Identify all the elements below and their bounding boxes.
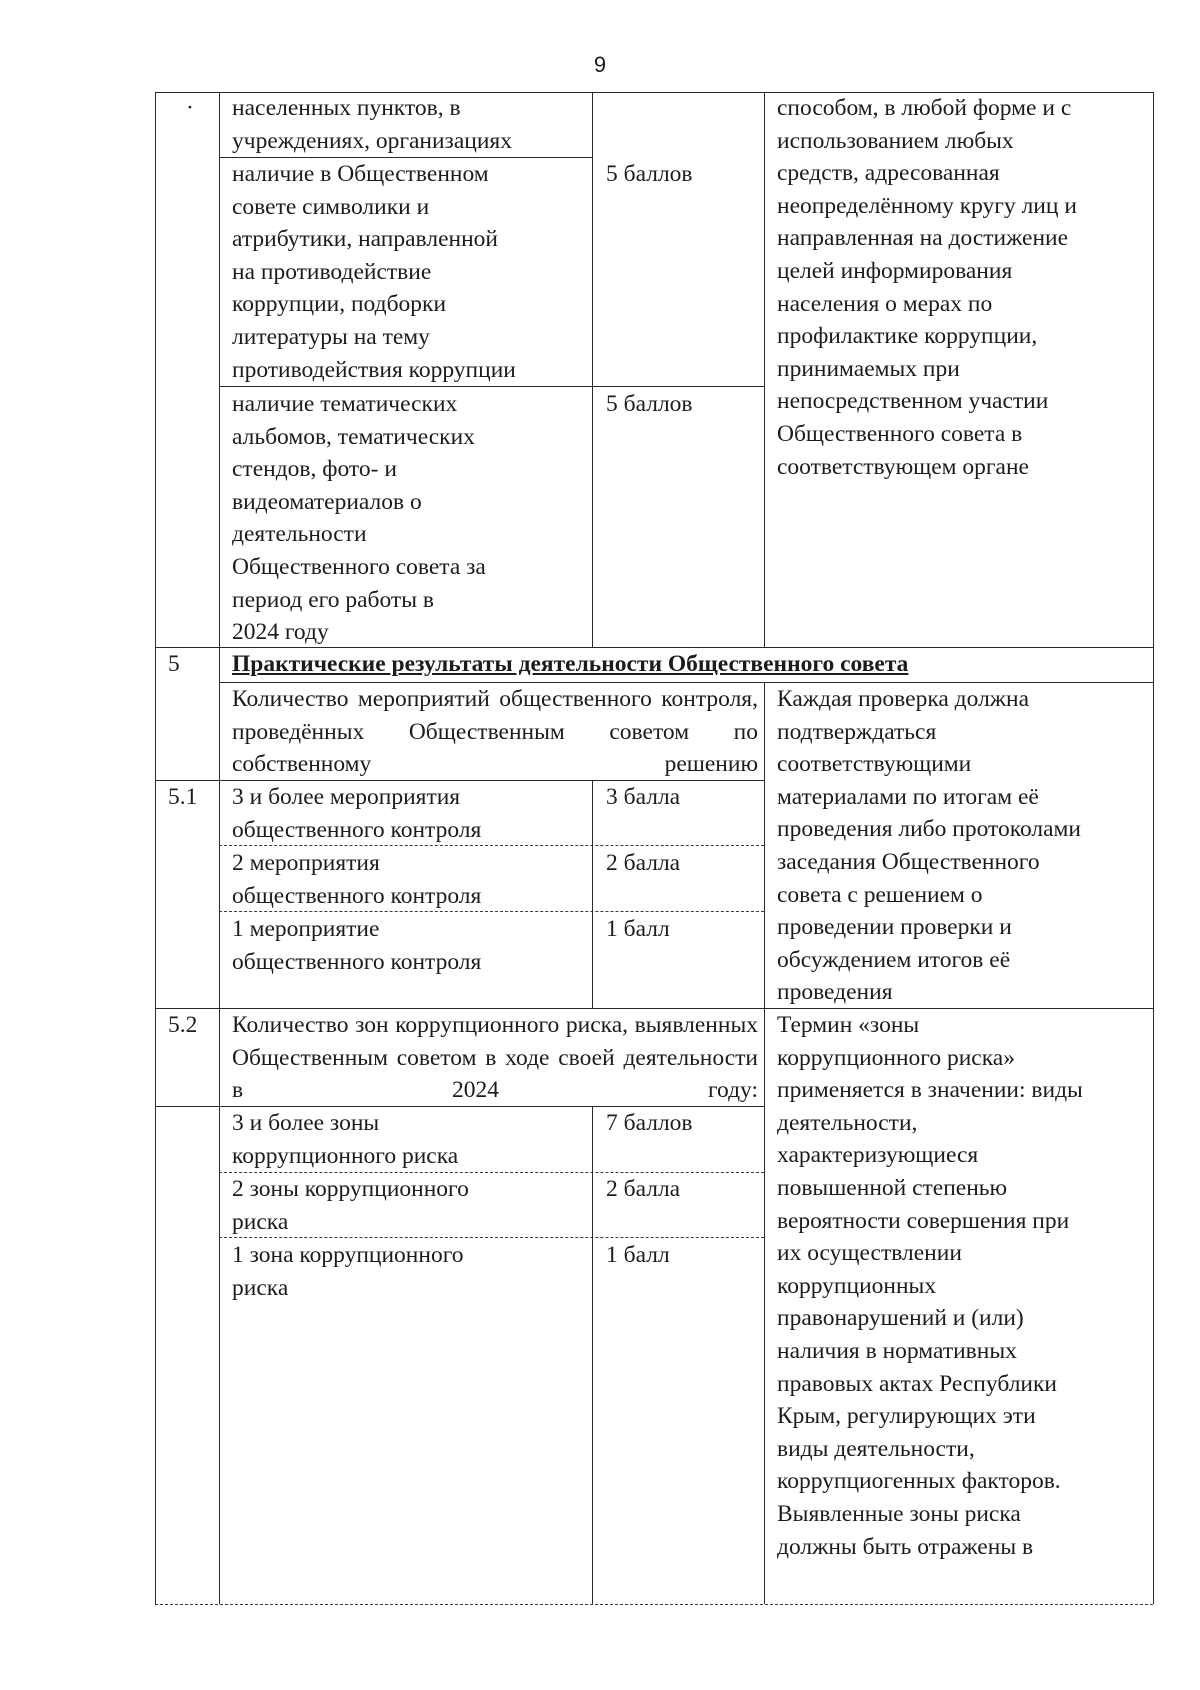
section-number: 5 [168, 651, 180, 677]
criterion-cell: 1 зона коррупционного риска [232, 1242, 464, 1301]
score-cell: 1 балл [606, 916, 670, 942]
criterion-cell: 2 зоны коррупционного риска [232, 1176, 469, 1235]
col-divider-note [764, 92, 765, 647]
score-cell: 5 баллов [606, 161, 693, 187]
criterion-cell: населенных пунктов, в учреждениях, организациях [232, 95, 512, 154]
col-divider-score [592, 1107, 593, 1604]
note-cell: Каждая проверка должна подтверждаться соответствующими материалами по итогам её проведения либо протоколами заседания Общественного совета с решением о проведении проверки и обсуждением итогов её проведения [777, 686, 1082, 1006]
table-border-bottom [155, 1604, 1153, 1605]
score-cell: 5 баллов [606, 391, 693, 417]
criterion-header: Количество мероприятий общественного контроля, проведённых Общественным советом по собственному решению [232, 686, 758, 778]
section-title: Практические результаты деятельности Общественного совета [232, 651, 909, 677]
row-number: · [186, 95, 194, 121]
criterion-cell: 3 и более зоны коррупционного риска [232, 1110, 459, 1169]
col-divider-score [592, 780, 593, 1008]
col-divider-num [219, 92, 220, 1604]
criterion-cell: 2 мероприятия общественного контроля [232, 850, 482, 909]
table-border-left [155, 92, 156, 1604]
note-cell: способом, в любой форме и с использованием любых средств, адресованная неопределённому кругу лиц и направленная на достижение целей информирования населения о мерах по профилактике коррупции, принимаемых при непосредственном участии Общественного совета в соответствующем органе [777, 95, 1077, 480]
criterion-cell: наличие в Общественном совете символики и атрибутики, направленной на противодействие коррупции, подборки литературы на тему противодействия коррупции [232, 161, 516, 383]
table-border-right [1153, 92, 1154, 1604]
score-cell: 2 балла [606, 1176, 681, 1202]
score-cell: 3 балла [606, 784, 681, 810]
score-cell: 2 балла [606, 850, 681, 876]
criterion-cell: наличие тематических альбомов, тематических стендов, фото- и видеоматериалов о деятельности Общественного совета за период его работы в 2024 году [232, 391, 486, 646]
item-number: 5.1 [168, 784, 198, 810]
col-divider-note [764, 683, 765, 1604]
criterion-cell: 1 мероприятие общественного контроля [232, 916, 482, 975]
criterion-header: Количество зон коррупционного риска, выявленных Общественным советом в ходе своей деятельности в 2024 году: [232, 1012, 758, 1104]
item-number: 5.2 [168, 1012, 198, 1038]
page-number: 9 [593, 52, 607, 77]
col-divider-score [592, 92, 593, 647]
criterion-cell: 3 и более мероприятия общественного контроля [232, 784, 482, 843]
score-cell: 7 баллов [606, 1110, 693, 1136]
score-cell: 1 балл [606, 1242, 670, 1268]
note-cell: Термин «зоны коррупционного риска» применяется в значении: виды деятельности, характеризующиеся повышенной степенью вероятности совершения при их осуществлении коррупционных правонарушений и (или) наличия в нормативных правовых актах Республики Крым, регулирующих эти виды деятельности, коррупциогенных факторов. Выявленные зоны риска должны быть отражены в [777, 1012, 1083, 1560]
